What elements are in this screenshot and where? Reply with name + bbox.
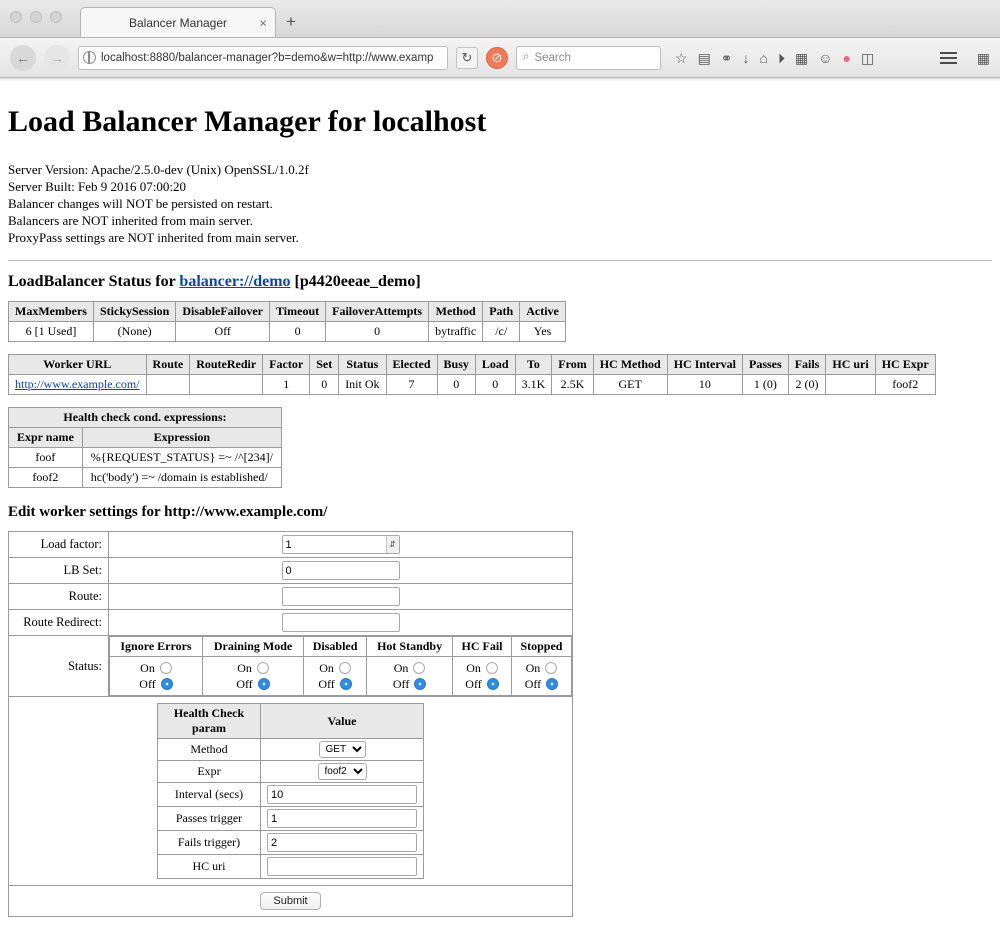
hc-fails-input[interactable] (267, 833, 417, 852)
globe-icon (83, 51, 96, 64)
load-factor-input[interactable] (282, 535, 400, 554)
th-disablefailover: DisableFailover (176, 302, 270, 322)
table-row (9, 375, 936, 395)
form-row-lb-set (9, 558, 573, 584)
route-label: Route: (9, 584, 109, 610)
td-disabled (304, 657, 367, 696)
balancer-link[interactable]: balancer://demo (179, 273, 291, 290)
hc-uri-cell (261, 855, 424, 879)
th-failoverattempts: FailoverAttempts (326, 302, 429, 322)
hc-method-select-wrap (267, 741, 417, 758)
route-redirect-input[interactable] (282, 613, 400, 632)
search-input[interactable] (516, 46, 661, 70)
th-active: Active (520, 302, 566, 322)
hc-uri-input[interactable] (267, 857, 417, 876)
window-controls[interactable] (10, 11, 62, 23)
send-icon[interactable]: ⏵ (778, 49, 785, 66)
table-header-row (9, 302, 566, 322)
td-fails: 2 (0) (788, 375, 826, 395)
hc-passes-input[interactable] (267, 809, 417, 828)
td-path: /c/ (483, 322, 520, 342)
th-draining-mode: Draining Mode (203, 637, 304, 657)
td-expr-name: foof (9, 448, 83, 468)
persist-note: Balancer changes will NOT be persisted on restart. (8, 196, 273, 211)
th-busy: Busy (437, 355, 475, 375)
td-worker-url[interactable] (9, 375, 147, 395)
th-hc-fail: HC Fail (453, 637, 512, 657)
off-label: Off (139, 676, 156, 691)
table-row (9, 322, 566, 342)
hc-interval-input[interactable] (267, 785, 417, 804)
td-busy: 0 (437, 375, 475, 395)
td-method: bytraffic (429, 322, 483, 342)
form-row-submit (9, 886, 573, 917)
status-header-row (110, 637, 572, 657)
radio-off[interactable] (258, 678, 270, 690)
th-hc-value: Value (261, 704, 424, 739)
th-worker-url: Worker URL (9, 355, 147, 375)
lb-set-input[interactable] (282, 561, 400, 580)
stopped-off-option[interactable] (517, 676, 566, 692)
td-timeout: 0 (270, 322, 326, 342)
radio-off[interactable] (546, 678, 558, 690)
td-hot-standby (367, 657, 453, 696)
hc-method-select[interactable] (319, 741, 366, 758)
block-icon[interactable]: ⊘ (486, 47, 508, 69)
table-row (9, 448, 282, 468)
menu-icon[interactable] (940, 52, 957, 64)
hc-passes-cell (261, 807, 424, 831)
page-content (0, 81, 1000, 927)
status-cell (109, 636, 573, 697)
hc-passes-label: Passes trigger (158, 807, 261, 831)
form-row-route-redirect (9, 610, 573, 636)
page-title: Load Balancer Manager for localhost (8, 105, 487, 138)
form-row-route (9, 584, 573, 610)
th-expr-name: Expr name (9, 428, 83, 448)
tab-label: Balancer Manager (128, 15, 228, 30)
table-row (158, 807, 424, 831)
on-label: On (140, 660, 155, 675)
radio-off[interactable] (340, 678, 352, 690)
on-label: On (525, 660, 541, 675)
radio-on[interactable] (545, 662, 557, 674)
ignore-errors-on-option[interactable] (115, 660, 197, 676)
stepper-icon[interactable]: ⇵ (386, 536, 399, 553)
status-value-row (110, 657, 572, 696)
route-cell (109, 584, 573, 610)
th-disabled: Disabled (304, 637, 367, 657)
th-timeout: Timeout (270, 302, 326, 322)
td-active: Yes (520, 322, 566, 342)
inherit-note: Balancers are NOT inherited from main server. (8, 213, 253, 228)
hc-method-cell (261, 739, 424, 761)
table-row (158, 783, 424, 807)
draining-mode-off-option[interactable] (208, 676, 298, 692)
lb-set-cell (109, 558, 573, 584)
hc-uri-label: HC uri (158, 855, 261, 879)
close-window-button[interactable] (10, 11, 22, 23)
radio-on[interactable] (486, 662, 498, 674)
keyboard-icon[interactable]: ▦ (976, 49, 990, 66)
table-caption-row (9, 408, 282, 428)
th-to: To (515, 355, 552, 375)
load-factor-label: Load factor: (9, 532, 109, 558)
load-factor-cell (109, 532, 573, 558)
td-from: 2.5K (552, 375, 593, 395)
hc-fails-label: Fails trigger) (158, 831, 261, 855)
th-set: Set (310, 355, 339, 375)
th-hc-uri: HC uri (826, 355, 875, 375)
td-load: 0 (475, 375, 515, 395)
th-from: From (552, 355, 593, 375)
td-expr-name: foof2 (9, 468, 83, 488)
radio-on[interactable] (257, 662, 269, 674)
td-hc-interval: 10 (667, 375, 742, 395)
th-method: Method (429, 302, 483, 322)
th-factor: Factor (263, 355, 310, 375)
route-redirect-label: Route Redirect: (9, 610, 109, 636)
tab-strip (80, 0, 306, 37)
td-route (146, 375, 190, 395)
th-hc-expr: HC Expr (875, 355, 935, 375)
home-icon[interactable]: ⌂ (759, 49, 768, 66)
hc-method-label: Method (158, 739, 261, 761)
hc-fails-cell (261, 831, 424, 855)
th-status: Status (339, 355, 386, 375)
on-label: On (393, 660, 409, 675)
table-row (158, 855, 424, 879)
shield-icon[interactable]: ⚭ (720, 49, 733, 66)
status-options-table (109, 636, 572, 696)
reload-icon[interactable]: ↻ (456, 47, 478, 69)
on-label: On (466, 660, 481, 675)
radio-off[interactable] (414, 678, 426, 690)
table-row (158, 739, 424, 761)
td-factor: 1 (263, 375, 310, 395)
balancer-heading-suffix: [p4420eeae_demo] (290, 273, 421, 290)
palette-icon[interactable]: ● (842, 49, 851, 66)
browser-navbar (0, 38, 1000, 78)
lb-set-label: LB Set: (9, 558, 109, 584)
td-set: 0 (310, 375, 339, 395)
td-hc-expr: foof2 (875, 375, 935, 395)
close-icon[interactable]: × (259, 15, 267, 30)
balancer-heading (8, 273, 992, 291)
radio-off[interactable] (487, 678, 499, 690)
new-tab-button[interactable]: + (286, 12, 296, 31)
th-elected: Elected (386, 355, 437, 375)
hc-interval-label: Interval (secs) (158, 783, 261, 807)
th-path: Path (483, 302, 520, 322)
stopped-on-option[interactable] (517, 660, 566, 676)
radio-on[interactable] (413, 662, 425, 674)
td-maxmembers: 6 [1 Used] (9, 322, 94, 342)
zoom-window-button[interactable] (50, 11, 62, 23)
td-expression: hc('body') =~ /domain is established/ (82, 468, 281, 488)
td-draining-mode (203, 657, 304, 696)
td-hc-method: GET (593, 375, 667, 395)
forward-icon[interactable]: → (44, 45, 70, 71)
smiley-icon[interactable]: ☺ (818, 49, 833, 66)
server-version: Server Version: Apache/2.5.0-dev (Unix) OpenSSL/1.0.2f (8, 162, 309, 177)
th-load: Load (475, 355, 515, 375)
table-row (158, 761, 424, 783)
hot-standby-on-option[interactable] (372, 660, 447, 676)
table-header-row (158, 704, 424, 739)
td-hc-uri (826, 375, 875, 395)
edit-worker-form (8, 531, 573, 917)
edit-worker-heading: Edit worker settings for http://www.example.com/ (8, 504, 328, 520)
hc-expr-cell (261, 761, 424, 783)
hc-expr-select-wrap (267, 763, 417, 780)
th-fails: Fails (788, 355, 826, 375)
form-row-status (9, 636, 573, 697)
reader-icon[interactable]: ▤ (697, 49, 711, 66)
td-expression: %{REQUEST_STATUS} =~ /^[234]/ (82, 448, 281, 468)
off-label: Off (236, 676, 253, 691)
ignore-errors-off-option[interactable] (115, 676, 197, 692)
td-disablefailover: Off (176, 322, 270, 342)
draining-mode-on-option[interactable] (208, 660, 298, 676)
table-row (9, 468, 282, 488)
table-header-row (9, 428, 282, 448)
load-factor-stepper-wrap (282, 535, 400, 554)
hot-standby-off-option[interactable] (372, 676, 447, 692)
th-passes: Passes (743, 355, 789, 375)
th-stopped: Stopped (511, 637, 571, 657)
divider (8, 260, 992, 261)
browser-titlebar (0, 0, 1000, 38)
server-info (8, 161, 992, 246)
off-label: Off (524, 676, 542, 691)
hc-interval-cell (261, 783, 424, 807)
star-icon[interactable]: ☆ (675, 49, 688, 66)
td-routeredir (190, 375, 263, 395)
th-stickysession: StickySession (93, 302, 175, 322)
td-failoverattempts: 0 (326, 322, 429, 342)
radio-off[interactable] (161, 678, 173, 690)
td-to: 3.1K (515, 375, 552, 395)
route-redirect-cell (109, 610, 573, 636)
off-label: Off (465, 676, 482, 691)
search-icon: ⌕ (523, 51, 530, 63)
th-maxmembers: MaxMembers (9, 302, 94, 322)
form-row-health-check (9, 697, 573, 886)
health-check-param-table (157, 703, 424, 879)
route-input[interactable] (282, 587, 400, 606)
battery-icon[interactable]: ◫ (861, 49, 875, 66)
minimize-window-button[interactable] (30, 11, 42, 23)
hc-fail-off-option[interactable] (458, 676, 506, 692)
on-label: On (237, 660, 252, 675)
submit-cell (9, 886, 573, 917)
worker-table (8, 354, 936, 395)
balancer-heading-prefix: LoadBalancer Status for (8, 273, 180, 290)
td-status: Init Ok (339, 375, 386, 395)
on-label: On (319, 660, 334, 675)
disabled-on-option[interactable] (309, 660, 361, 676)
submit-button[interactable]: Submit (260, 892, 320, 910)
form-row-load-factor (9, 532, 573, 558)
radio-on[interactable] (160, 662, 172, 674)
off-label: Off (392, 676, 410, 691)
disabled-off-option[interactable] (309, 676, 361, 692)
hc-caption: Health check cond. expressions: (9, 408, 282, 428)
td-passes: 1 (0) (743, 375, 789, 395)
table-row (158, 831, 424, 855)
th-routeredir: RouteRedir (190, 355, 263, 375)
th-ignore-errors: Ignore Errors (110, 637, 203, 657)
back-icon[interactable]: ← (10, 45, 36, 71)
search-placeholder: Search (534, 51, 571, 64)
address-bar[interactable] (78, 46, 448, 70)
td-ignore-errors (110, 657, 203, 696)
pocket-icon[interactable]: ▦ (795, 49, 809, 66)
th-route: Route (146, 355, 190, 375)
toolbar-icons (675, 51, 874, 65)
td-stickysession: (None) (93, 322, 175, 342)
th-hc-interval: HC Interval (667, 355, 742, 375)
server-built: Server Built: Feb 9 2016 07:00:20 (8, 179, 187, 194)
hc-expr-select[interactable] (318, 763, 367, 780)
off-label: Off (318, 676, 335, 691)
th-hot-standby: Hot Standby (367, 637, 453, 657)
td-stopped (511, 657, 571, 696)
download-icon[interactable]: ↓ (742, 49, 750, 66)
balancer-status-table (8, 301, 566, 342)
td-elected: 7 (386, 375, 437, 395)
th-hc-method: HC Method (593, 355, 667, 375)
proxypass-note: ProxyPass settings are NOT inherited from main server. (8, 230, 299, 245)
th-expression: Expression (82, 428, 281, 448)
radio-on[interactable] (339, 662, 351, 674)
status-label: Status: (9, 636, 109, 697)
tab-balancer-manager[interactable] (80, 7, 276, 37)
table-header-row (9, 355, 936, 375)
hc-fail-on-option[interactable] (458, 660, 506, 676)
worker-url-link[interactable]: http://www.example.com/ (15, 377, 140, 391)
url-text: localhost:8880/balancer-manager?b=demo&w=http://www.examp (101, 51, 434, 64)
health-check-cell (9, 697, 573, 886)
hc-expr-label: Expr (158, 761, 261, 783)
td-hc-fail (453, 657, 512, 696)
th-hc-param: Health Check param (158, 704, 261, 739)
health-check-expressions-table (8, 407, 282, 488)
